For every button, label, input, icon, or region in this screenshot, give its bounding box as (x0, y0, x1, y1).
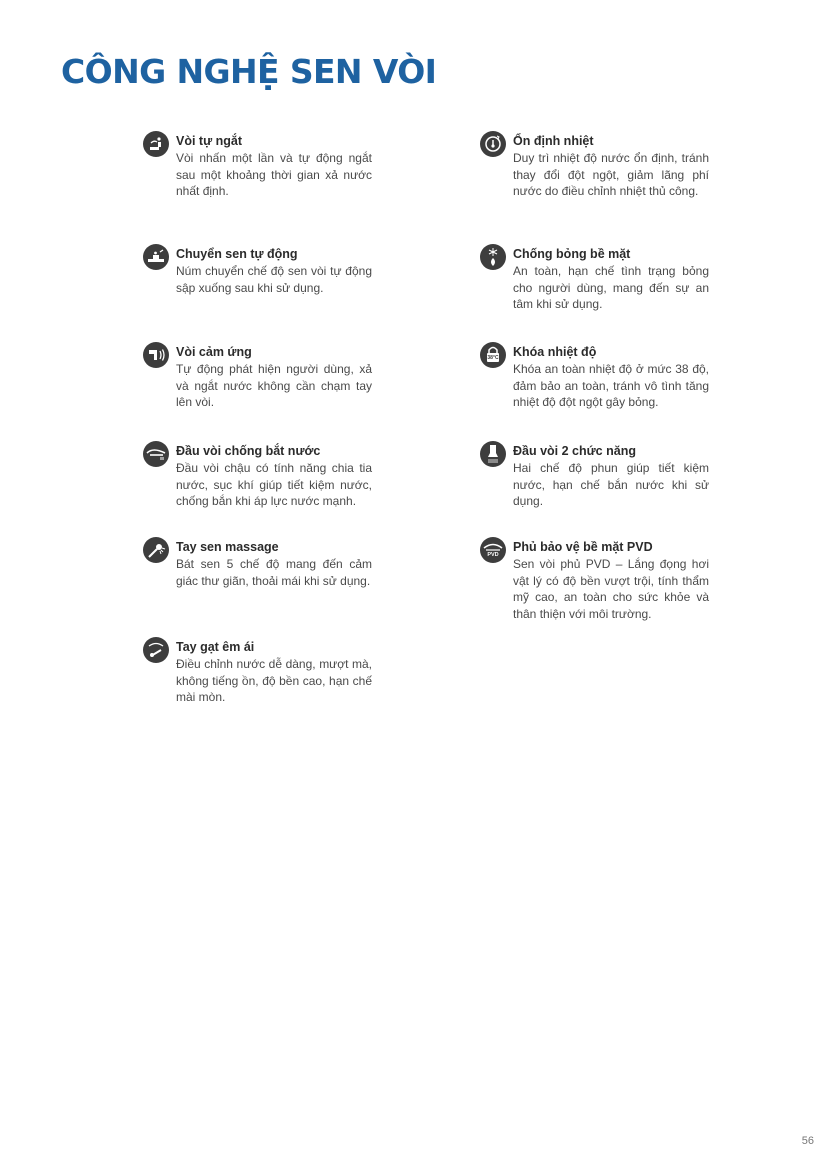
feature-pvd-coating (487, 539, 709, 622)
feature-title: Vòi cảm ứng (176, 345, 252, 359)
sensor-tap-icon (143, 342, 169, 368)
feature-push-tap (176, 133, 372, 200)
feature-title: Đầu vòi chống bắt nước (176, 444, 321, 458)
feature-description: An toàn, hạn chế tình trạng bỏng cho người dùng, mang đến sự an tâm khi sử dụng. (513, 264, 709, 311)
feature-dual-spray (513, 443, 709, 510)
feature-title: Tay sen massage (176, 540, 279, 554)
feature-description: Khóa an toàn nhiệt độ ở mức 38 độ, đảm bảo an toàn, tránh vô tình tăng nhiệt độ đột ngột gây bỏng. (513, 362, 709, 409)
feature-temperature-lock (487, 344, 709, 411)
feature-aerator (176, 443, 372, 510)
feature-description: Tự động phát hiện người dùng, xả và ngắt nước không cần chạm tay lên vòi. (176, 362, 372, 409)
feature-description: Sen vòi phủ PVD – Lắng đọng hơi vật lý có độ bền vượt trội, tính thẩm mỹ cao, an toàn cho sức khỏe và thân thiện với môi trường. (513, 557, 709, 621)
feature-title: Ổn định nhiệt (513, 134, 594, 148)
feature-title: Khóa nhiệt độ (513, 345, 597, 359)
feature-anti-scald (513, 246, 709, 313)
anti-scald-icon (480, 244, 506, 270)
feature-title: Tay gạt êm ái (176, 640, 255, 654)
feature-title: Đầu vòi 2 chức năng (513, 444, 636, 458)
feature-description: Núm chuyển chế độ sen vòi tự động sập xuống sau khi sử dụng. (176, 264, 372, 295)
feature-description: Vòi nhấn một lần và tự động ngắt sau một khoảng thời gian xả nước nhất định. (176, 151, 372, 198)
page-number: 56 (801, 1135, 814, 1147)
lever-icon (143, 637, 169, 663)
pvd-coating-icon (480, 537, 506, 563)
feature-title: Phủ bảo vệ bề mặt PVD (513, 540, 653, 554)
feature-thermostat (513, 133, 709, 200)
thermostat-icon (480, 131, 506, 157)
push-tap-icon (143, 131, 169, 157)
feature-description: Hai chế độ phun giúp tiết kiệm nước, hạn chế bắn nước khi sử dụng. (513, 461, 709, 508)
feature-description: Bát sen 5 chế độ mang đến cảm giác thư giãn, thoải mái khi sử dụng. (176, 557, 372, 588)
feature-auto-diverter (176, 246, 372, 296)
feature-title: Chuyển sen tự động (176, 247, 298, 261)
feature-description: Duy trì nhiệt độ nước ổn định, tránh thay đổi đột ngột, giảm lãng phí nước do điều chỉnh nhiệt thủ công. (513, 151, 709, 198)
feature-description: Điều chỉnh nước dễ dàng, mượt mà, không tiếng ồn, độ bền cao, hạn chế mài mòn. (176, 657, 372, 704)
lock-temperature-label: 38°C (487, 355, 499, 361)
feature-title: Chống bỏng bề mặt (513, 247, 631, 261)
dual-spray-icon (480, 441, 506, 467)
shower-head-icon (143, 537, 169, 563)
feature-description: Đầu vòi chậu có tính năng chia tia nước, sục khí giúp tiết kiệm nước, chống bắn khi áp lực nước mạnh. (176, 461, 372, 508)
auto-diverter-icon (143, 244, 169, 270)
aerator-icon (143, 441, 169, 467)
feature-smooth-lever (176, 639, 372, 706)
feature-title: Vòi tự ngắt (176, 134, 242, 148)
temperature-lock-icon (480, 342, 506, 368)
page-title: CÔNG NGHỆ SEN VÒI (61, 52, 437, 91)
feature-sensor-tap (176, 344, 372, 411)
feature-shower-massage (176, 539, 372, 589)
pvd-label: PVD (487, 552, 499, 558)
